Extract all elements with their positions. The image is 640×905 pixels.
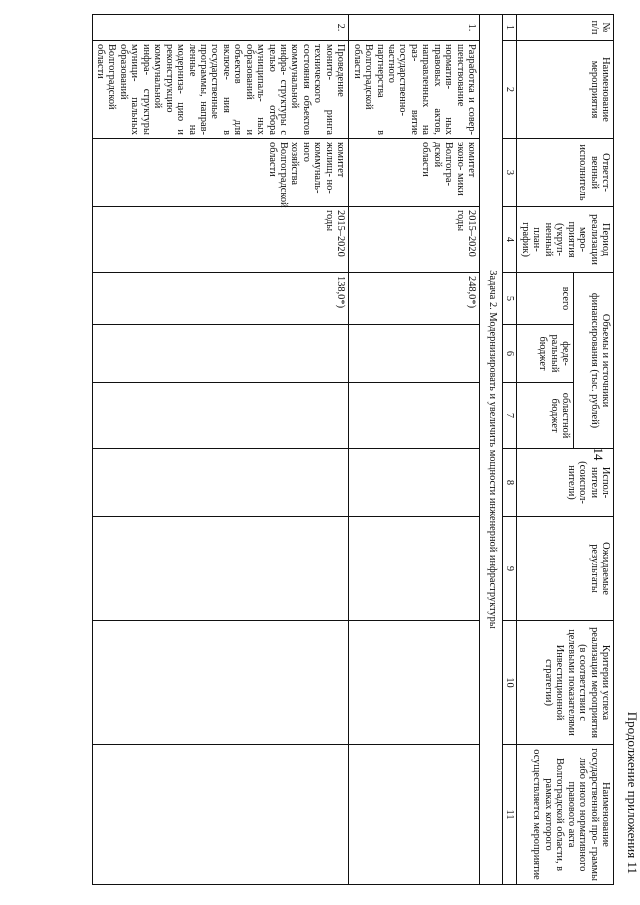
row-program [349, 745, 480, 885]
column-number: 10 [503, 621, 517, 745]
document-page-rotated [95, 14, 640, 884]
header-total: всего [517, 273, 573, 325]
row-name: Разработка и совер- шенствование норматив- ных правовых актов, направленных на раз- витие государственно- частного партнерства в Волгоградской области [349, 41, 480, 139]
column-number: 3 [503, 139, 517, 207]
row-regional [349, 383, 480, 449]
row-num: 2. [92, 15, 349, 41]
row-criteria [92, 621, 349, 745]
page-number: 14 [591, 447, 606, 461]
row-period: 2015–2020 годы [92, 207, 349, 273]
header-num: № п/п [517, 15, 614, 41]
column-number: 2 [503, 41, 517, 139]
header-regional: областной бюджет [517, 383, 573, 449]
column-number: 11 [503, 745, 517, 885]
table-row [92, 15, 349, 885]
column-number: 1 [503, 15, 517, 41]
header-name: Наименование мероприятия [517, 41, 614, 139]
measures-table [92, 14, 614, 885]
table-row [349, 15, 480, 885]
row-responsible: комитет жилищ- но-коммуналь- ного хозяйства Волгоградской области [92, 139, 349, 207]
row-results [92, 517, 349, 621]
row-executors [349, 449, 480, 517]
task-title: Задача 2. Модернизировать и увеличить мощности инженерной инфраструктуры [480, 15, 503, 885]
column-number-row [503, 15, 517, 885]
row-period: 2015–2020 годы [349, 207, 480, 273]
row-responsible: комитет эконо- мики Волгогра- дской области [349, 139, 480, 207]
row-regional [92, 383, 349, 449]
row-name: Проведение монито- ринга технического состояния объектов коммунальной инфра- структуры с целью отбора муниципаль- ных образований и объектов для включе- ния в государственные программы, направ- ленные на модерниза- цию и реконструкцию коммунальной инфра- структуры муници- пальных образований Волгоградской области [92, 41, 349, 139]
header-executors: Испол- нители (соиспол- нители) [517, 449, 614, 517]
row-num: 1. [349, 15, 480, 41]
row-federal [349, 325, 480, 383]
column-number: 5 [503, 273, 517, 325]
header-criteria: Критерии успеха реализации мероприятия (в соответствии с целевыми показателями Инвестиционной стратегии) [517, 621, 614, 745]
header-responsible: Ответст- венный исполнитель [517, 139, 614, 207]
column-number: 8 [503, 449, 517, 517]
row-criteria [349, 621, 480, 745]
row-federal [92, 325, 349, 383]
task-row [480, 15, 503, 885]
row-total: 248,0*) [349, 273, 480, 325]
row-results [349, 517, 480, 621]
column-number: 9 [503, 517, 517, 621]
header-program: Наименование государственной про- граммы либо иного нормативного правового акта Волгоградской области, в рамках которого осуществляется мероприятие [517, 745, 614, 885]
header-results: Ожидаемые результаты [517, 517, 614, 621]
table-header-row [573, 15, 613, 885]
header-federal: феде- ральный бюджет [517, 325, 573, 383]
column-number: 4 [503, 207, 517, 273]
row-total: 138,0*) [92, 273, 349, 325]
row-executors [92, 449, 349, 517]
appendix-heading: Продолжение приложения 11 [625, 711, 640, 874]
column-number: 6 [503, 325, 517, 383]
row-program [92, 745, 349, 885]
header-period: Период реализации меро- приятия (укруп- ненный план- график) [517, 207, 614, 273]
header-financing: Объемы и источники финансирования (тыс. рублей) [573, 273, 613, 449]
column-number: 7 [503, 383, 517, 449]
